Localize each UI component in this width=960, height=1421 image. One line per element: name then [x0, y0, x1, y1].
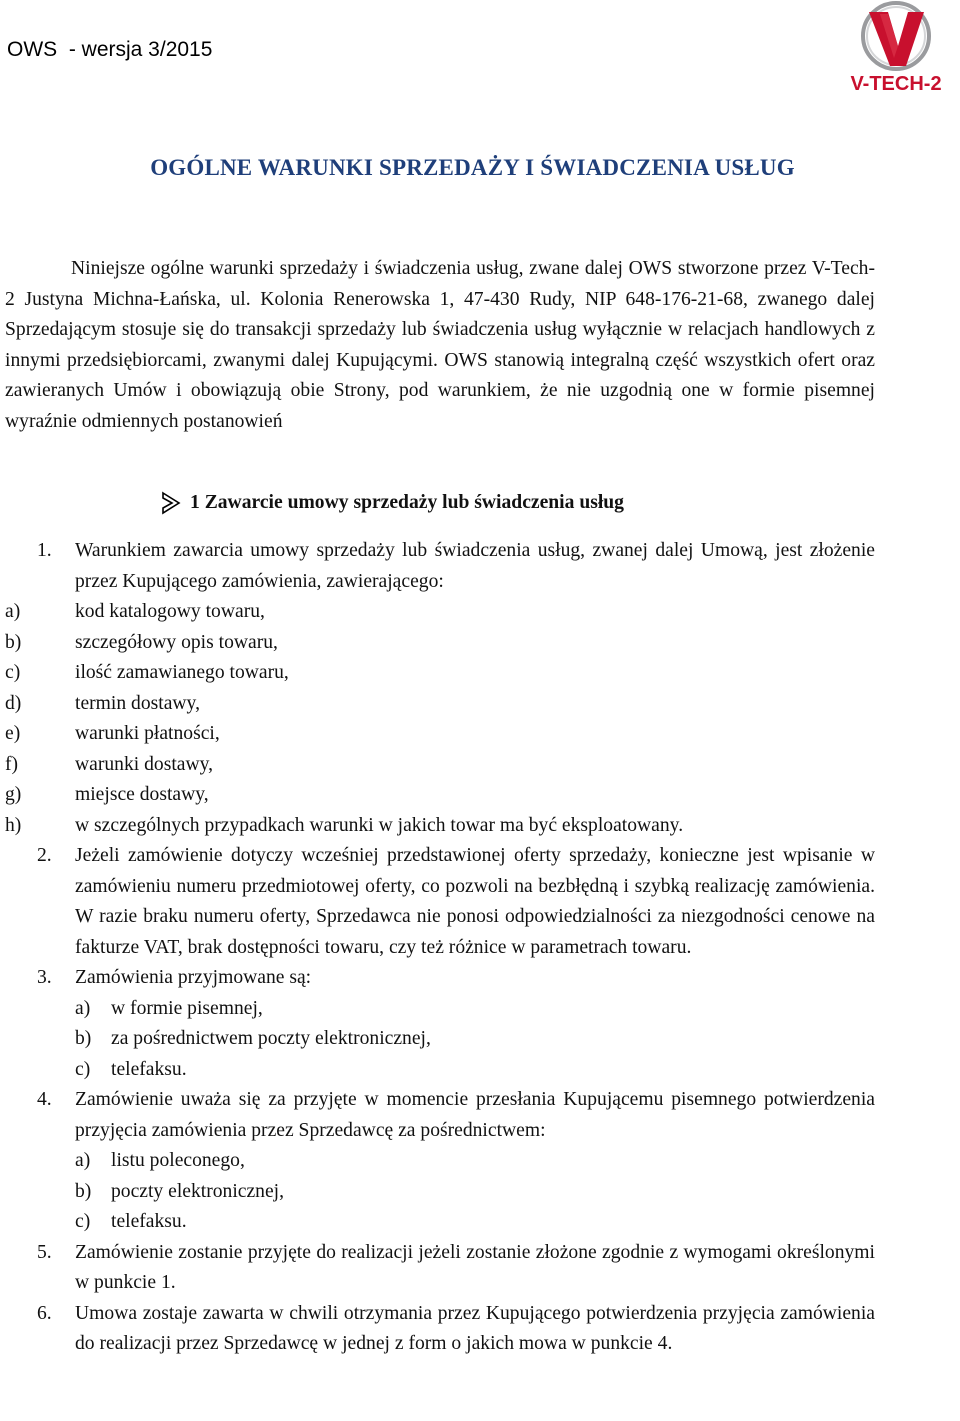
list-item-1 — [5, 536, 875, 597]
item-text: Warunkiem zawarcia umowy sprzedaży lub świadczenia usług, zwanej dalej Umową, jest złożenie przez Kupującego zamówienia, zawierającego: — [75, 540, 875, 592]
list-item-3 — [5, 963, 875, 994]
item-number: 5. — [37, 1241, 52, 1263]
sub-item: c) telefaksu. — [75, 1058, 187, 1080]
document-title: OGÓLNE WARUNKI SPRZEDAŻY I ŚWIADCZENIA USŁUG — [150, 155, 795, 180]
page-header — [0, 0, 960, 100]
sub-item: g) miejsce dostawy, — [5, 784, 209, 805]
svg-text:V-TECH-2: V-TECH-2 — [850, 73, 942, 95]
list-item-2 — [5, 841, 875, 963]
item-text: Jeżeli zamówienie dotyczy wcześniej przedstawionej oferty sprzedaży, konieczne jest wpisanie w zamówieniu numeru przedmiotowej oferty, co pozwoli na bezbłędną i szybką realizację zamówienia. W razie braku numeru oferty, Sprzedawca nie ponosi odpowiedzialności za niezgodności cenowe na fakturze VAT, brak dostępności towaru, czy też różnice w parametrach towaru. — [75, 845, 875, 958]
item-3-sublist — [5, 994, 875, 1086]
sub-item: a) listu poleconego, — [75, 1150, 245, 1171]
item-1-sublist — [5, 597, 875, 841]
list-item-5 — [5, 1238, 875, 1299]
item-text: Zamówienie uważa się za przyjęte w momencie przesłania Kupującemu pisemnego potwierdzenia przyjęcia zamówienia przez Sprzedawcę za pośrednictwem: — [75, 1089, 875, 1141]
sub-item: c) telefaksu. — [75, 1211, 187, 1232]
section-heading — [160, 488, 624, 518]
item-number: 6. — [37, 1302, 52, 1324]
sub-item: d) termin dostawy, — [5, 692, 200, 714]
v-tech-2-logo — [838, 0, 956, 96]
item-4-sublist — [5, 1146, 875, 1238]
sub-item: a) kod katalogowy towaru, — [5, 601, 265, 622]
item-number: 1. — [37, 540, 52, 561]
sub-item: c) ilość zamawianego towaru, — [5, 662, 289, 683]
intro-paragraph: Niniejsze ogólne warunki sprzedaży i świadczenia usług, zwane dalej OWS stworzone przez V-Tech-2 Justyna Michna-Łańska, ul. Kolonia Renerowska 1, 47-430 Rudy, NIP 648-176-21-68, zwanego dalej Sprzedającym stosuje się do transakcji sprzedaży lub świadczenia usług wyłącznie w relacjach handlowych z innymi przedsiębiorcami, zwanymi dalej Kupującymi. OWS stanowią integralną część wszystkich ofert oraz zawieranych Umów i obowiązują obie Strony, pod warunkiem, że nie uzgodnią one w formie pisemnej wyraźnie odmiennych postanowień — [5, 258, 875, 432]
sub-item: e) warunki płatności, — [5, 723, 220, 744]
sub-item: h) w szczególnych przypadkach warunki w jakich towar ma być eksploatowany. — [5, 814, 684, 836]
item-text: Zamówienia przyjmowane są: — [75, 967, 312, 988]
list-item-4 — [5, 1085, 875, 1146]
item-number: 4. — [37, 1089, 52, 1110]
sub-item: b) poczty elektronicznej, — [75, 1180, 284, 1202]
item-text: Umowa zostaje zawarta w chwili otrzymania przez Kupującego potwierdzenia przyjęcia zamówienia do realizacji przez Sprzedawcę w jednej z form o jakich mowa w punkcie 4. — [75, 1302, 875, 1354]
version-label: OWS - wersja 3/2015 — [7, 38, 213, 61]
sub-item: a) w formie pisemnej, — [75, 997, 263, 1019]
item-number: 2. — [37, 845, 52, 866]
item-number: 3. — [37, 967, 52, 988]
arrow-bullet-icon — [160, 491, 182, 515]
section-heading-text: 1 Zawarcie umowy sprzedaży lub świadczenia usług — [190, 492, 624, 513]
item-text: Zamówienie zostanie przyjęte do realizacji jeżeli zostanie złożone zgodnie z wymogami określonymi w punkcie 1. — [75, 1241, 875, 1293]
list-item-6 — [5, 1299, 875, 1360]
sub-item: b) szczegółowy opis towaru, — [5, 631, 278, 653]
sub-item: f) warunki dostawy, — [5, 753, 214, 775]
terms-list — [5, 536, 875, 1360]
sub-item: b) za pośrednictwem poczty elektronicznej, — [75, 1028, 431, 1049]
